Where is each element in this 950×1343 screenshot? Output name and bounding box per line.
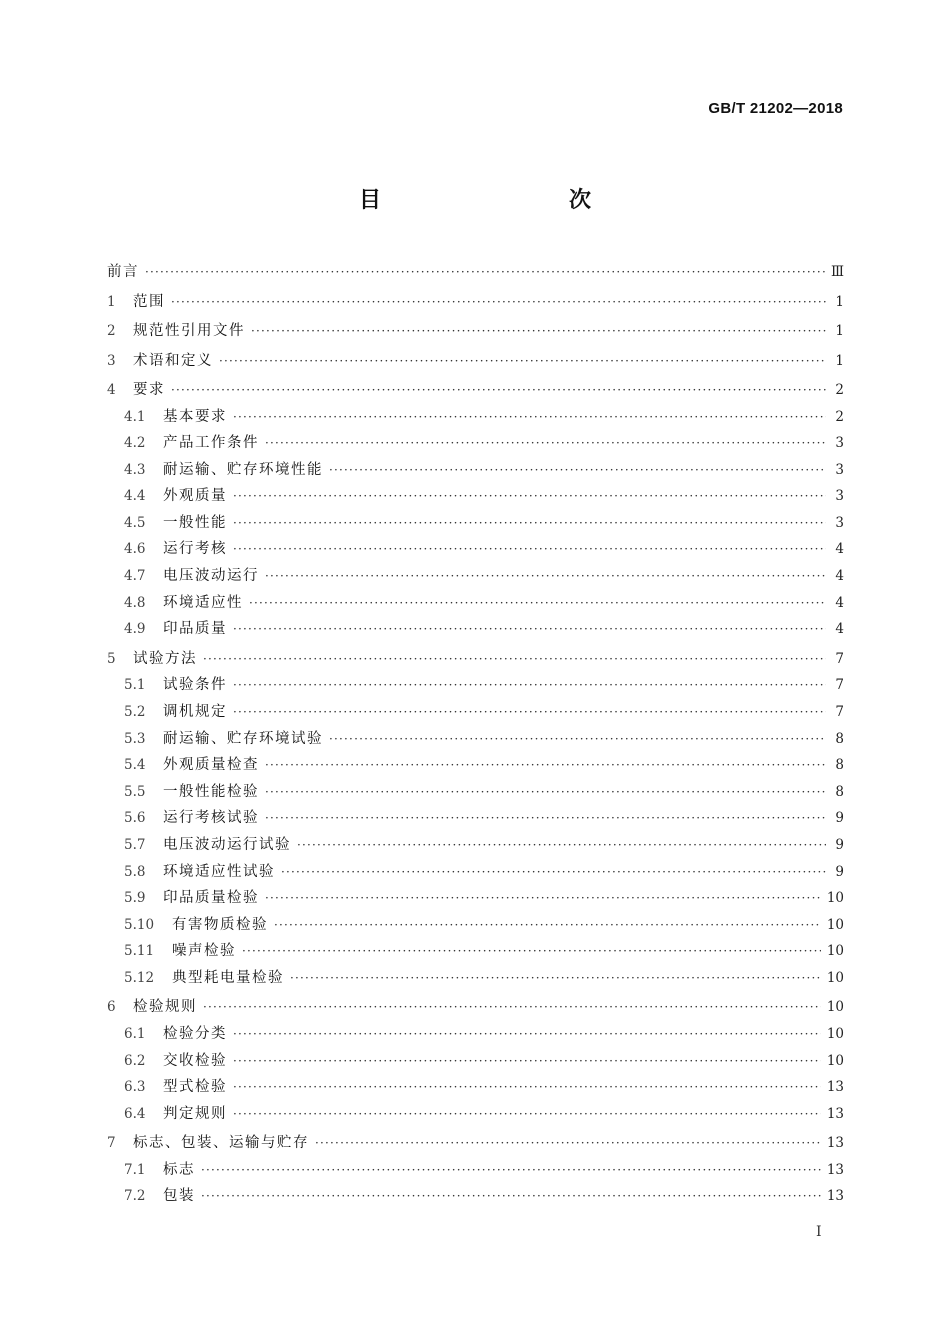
- dot-leader: [297, 832, 826, 859]
- toc-entry-label: 噪声检验: [172, 943, 236, 960]
- toc-entry-page: 13: [826, 1105, 844, 1122]
- dot-leader: [201, 1183, 821, 1210]
- toc-entry[interactable]: [107, 1130, 844, 1157]
- toc-entry-label: 环境适应性: [163, 594, 243, 611]
- toc-entry-page: 4: [835, 541, 844, 558]
- toc-entry-page: 3: [835, 435, 844, 452]
- dot-leader: [233, 699, 826, 726]
- toc-entry-label: 耐运输、贮存环境试验: [163, 730, 323, 747]
- dot-leader: [315, 1130, 821, 1157]
- toc-entry-number: 5.2: [124, 703, 146, 720]
- toc-entry-page: 2: [835, 408, 844, 425]
- page-number: I: [816, 1224, 822, 1240]
- dot-leader: [242, 938, 821, 965]
- toc-entry[interactable]: [107, 1021, 844, 1048]
- toc-entry-page: 9: [835, 863, 844, 880]
- toc-entry-number: 5.1: [124, 677, 146, 694]
- toc-entry-number: 4.1: [124, 408, 146, 425]
- toc-entry[interactable]: [107, 805, 844, 832]
- dot-leader: [233, 1048, 821, 1075]
- toc-entry-number: 5.3: [124, 730, 146, 747]
- toc-entry-page: 1: [835, 323, 844, 339]
- toc-entry[interactable]: [107, 699, 844, 726]
- toc-entry[interactable]: [107, 885, 844, 912]
- toc-entry-label: 判定规则: [163, 1105, 227, 1122]
- toc-entry-page: 4: [835, 621, 844, 638]
- toc-entry-label: 检验规则: [133, 999, 197, 1016]
- standard-code: GB/T 21202—2018: [708, 100, 843, 117]
- toc-entry-label: 基本要求: [163, 408, 227, 425]
- toc-entry[interactable]: [107, 1157, 844, 1184]
- toc-entry[interactable]: [107, 590, 844, 617]
- dot-leader: [203, 646, 826, 673]
- toc-entry-number: 4.4: [124, 488, 146, 505]
- toc-entry-page: 1: [835, 293, 844, 310]
- toc-entry-page: 10: [826, 1052, 844, 1069]
- toc-entry-label: 型式检验: [163, 1079, 227, 1096]
- toc-entry[interactable]: [107, 377, 844, 404]
- toc-entry-label: 试验条件: [163, 677, 227, 694]
- toc-entry-number: 4.2: [124, 435, 146, 452]
- toc-entry-number: 5.11: [124, 943, 155, 960]
- toc-entry-number: 5.4: [124, 757, 146, 774]
- dot-leader: [201, 1157, 821, 1184]
- toc-entry[interactable]: [107, 965, 844, 992]
- toc-entry-label: 电压波动运行: [163, 568, 259, 585]
- toc-entry-page: 10: [826, 916, 844, 933]
- toc-entry-page: 13: [826, 1135, 844, 1152]
- toc-entry-number: 5.10: [124, 916, 155, 933]
- dot-leader: [249, 590, 826, 617]
- dot-leader: [145, 259, 825, 286]
- dot-leader: [329, 457, 826, 484]
- toc-entry[interactable]: [107, 404, 844, 431]
- toc-entry-page: 8: [835, 757, 844, 774]
- toc-entry-page: 7: [835, 677, 844, 694]
- toc-entry-label: 一般性能检验: [163, 783, 259, 800]
- toc-entry-number: 2: [107, 323, 116, 339]
- toc-entry-page: 13: [826, 1161, 844, 1178]
- toc-entry-page: 7: [835, 703, 844, 720]
- toc-entry-label: 试验方法: [133, 650, 197, 667]
- toc-entry[interactable]: [107, 672, 844, 699]
- toc-entry[interactable]: [107, 912, 844, 939]
- toc-entry-label: 术语和定义: [133, 352, 213, 369]
- toc-entry-label: 检验分类: [163, 1025, 227, 1042]
- toc-entry-number: 4: [107, 382, 116, 398]
- dot-leader: [203, 994, 821, 1021]
- toc-entry[interactable]: [107, 938, 844, 965]
- toc-entry-page: 3: [835, 488, 844, 505]
- dot-leader: [265, 752, 826, 779]
- toc-entry-number: 5.12: [124, 969, 155, 986]
- toc-entry-label: 一般性能: [163, 514, 227, 531]
- toc-entry[interactable]: [107, 536, 844, 563]
- toc-entry-page: 10: [826, 943, 844, 960]
- dot-leader: [265, 885, 821, 912]
- toc-entry[interactable]: [107, 616, 844, 643]
- toc-entry[interactable]: [107, 859, 844, 886]
- toc-entry-number: 7.1: [124, 1161, 146, 1178]
- dot-leader: [290, 965, 821, 992]
- dot-leader: [281, 859, 826, 886]
- dot-leader: [233, 483, 826, 510]
- toc-entry-label: 外观质量检查: [163, 757, 259, 774]
- toc-entry[interactable]: [107, 563, 844, 590]
- toc-entry-label: 包装: [163, 1188, 195, 1205]
- toc-entry-page: 4: [835, 568, 844, 585]
- toc-entry-page: 13: [826, 1188, 844, 1205]
- dot-leader: [265, 563, 826, 590]
- toc-entry-number: 5.9: [124, 890, 146, 907]
- toc-entry[interactable]: [107, 348, 844, 375]
- toc-entry[interactable]: [107, 726, 844, 753]
- toc-entry-label: 耐运输、贮存环境性能: [163, 461, 323, 478]
- toc-entry[interactable]: [107, 289, 844, 316]
- dot-leader: [274, 912, 821, 939]
- toc-entry-label: 要求: [133, 382, 165, 398]
- dot-leader: [265, 779, 826, 806]
- dot-leader: [265, 805, 826, 832]
- toc-entry-page: 9: [835, 810, 844, 827]
- toc-entry-number: 4.5: [124, 514, 146, 531]
- toc-entry-label: 印品质量: [163, 621, 227, 638]
- toc-entry-label: 电压波动运行试验: [163, 836, 291, 853]
- dot-leader: [233, 1101, 821, 1128]
- toc-entry-page: 10: [826, 969, 844, 986]
- toc-entry[interactable]: [107, 1101, 844, 1128]
- toc-entry[interactable]: [107, 259, 844, 286]
- toc-entry-number: 1: [107, 293, 116, 310]
- toc-entry-label: 环境适应性试验: [163, 863, 275, 880]
- toc-entry-number: 7: [107, 1135, 116, 1152]
- toc-entry-number: 7.2: [124, 1188, 146, 1205]
- toc-entry-label: 产品工作条件: [163, 435, 259, 452]
- toc-entry-label: 印品质量检验: [163, 890, 259, 907]
- toc-entry-label: 规范性引用文件: [133, 323, 245, 339]
- toc-entry[interactable]: [107, 483, 844, 510]
- toc-entry[interactable]: [107, 994, 844, 1021]
- toc-entry-label: 运行考核: [163, 541, 227, 558]
- toc-entry-page: 13: [826, 1079, 844, 1096]
- toc-entry-number: 4.3: [124, 461, 146, 478]
- dot-leader: [233, 1074, 821, 1101]
- dot-leader: [233, 1021, 821, 1048]
- toc-entry-number: 6.4: [124, 1105, 146, 1122]
- toc-entry-page: 8: [835, 730, 844, 747]
- toc-entry-label: 运行考核试验: [163, 810, 259, 827]
- toc-entry-page: 1: [835, 352, 844, 369]
- toc-entry[interactable]: [107, 752, 844, 779]
- toc-entry-label: 范围: [133, 293, 165, 310]
- toc-entry-page: 10: [826, 1025, 844, 1042]
- dot-leader: [329, 726, 826, 753]
- toc-entry[interactable]: [107, 1048, 844, 1075]
- toc-entry-number: 6.3: [124, 1079, 146, 1096]
- toc-entry-number: 4.7: [124, 568, 146, 585]
- toc-entry-label: 前言: [107, 264, 139, 280]
- toc-entry[interactable]: [107, 510, 844, 537]
- toc-entry-page: 7: [835, 650, 844, 667]
- toc-entry-label: 调机规定: [163, 703, 227, 720]
- toc-entry-page: 9: [835, 836, 844, 853]
- toc-entry[interactable]: [107, 646, 844, 673]
- dot-leader: [251, 318, 826, 345]
- dot-leader: [233, 510, 826, 537]
- toc-entry-label: 交收检验: [163, 1052, 227, 1069]
- toc-entry-number: 4.6: [124, 541, 146, 558]
- toc-entry[interactable]: [107, 430, 844, 457]
- toc-entry-number: 5.5: [124, 783, 146, 800]
- toc-entry-number: 6.1: [124, 1025, 146, 1042]
- toc-entry-label: 标志: [163, 1161, 195, 1178]
- toc-entry-page: 2: [835, 382, 844, 398]
- toc-entry-number: 4.9: [124, 621, 146, 638]
- toc-entry[interactable]: [107, 1183, 844, 1210]
- dot-leader: [219, 348, 826, 375]
- toc-entry-page: 3: [835, 514, 844, 531]
- toc-entry[interactable]: [107, 779, 844, 806]
- toc-entry[interactable]: [107, 318, 844, 345]
- toc-entry-page: 8: [835, 783, 844, 800]
- toc-entry-number: 5.8: [124, 863, 146, 880]
- toc-entry-label: 标志、包装、运输与贮存: [133, 1135, 309, 1152]
- dot-leader: [171, 289, 826, 316]
- toc-entry-page: 3: [835, 461, 844, 478]
- toc-entry-page: Ⅲ: [830, 264, 844, 280]
- toc-entry-page: 10: [826, 999, 844, 1016]
- toc-entry[interactable]: [107, 457, 844, 484]
- toc-entry-page: 4: [835, 594, 844, 611]
- toc-entry-page: 10: [826, 890, 844, 907]
- toc-entry[interactable]: [107, 832, 844, 859]
- toc-entry-number: 5: [107, 650, 116, 667]
- dot-leader: [233, 616, 826, 643]
- toc-entry-number: 4.8: [124, 594, 146, 611]
- dot-leader: [265, 430, 826, 457]
- table-of-contents: [107, 259, 844, 1210]
- dot-leader: [233, 672, 826, 699]
- dot-leader: [171, 377, 826, 404]
- toc-entry-number: 3: [107, 352, 116, 369]
- page-title: 目 次: [358, 187, 639, 213]
- toc-entry-number: 6: [107, 999, 116, 1016]
- toc-entry-number: 6.2: [124, 1052, 146, 1069]
- dot-leader: [233, 536, 826, 563]
- toc-entry[interactable]: [107, 1074, 844, 1101]
- dot-leader: [233, 404, 826, 431]
- toc-entry-number: 5.6: [124, 810, 146, 827]
- toc-entry-label: 外观质量: [163, 488, 227, 505]
- toc-entry-number: 5.7: [124, 836, 146, 853]
- toc-entry-label: 典型耗电量检验: [172, 969, 284, 986]
- toc-entry-label: 有害物质检验: [172, 916, 268, 933]
